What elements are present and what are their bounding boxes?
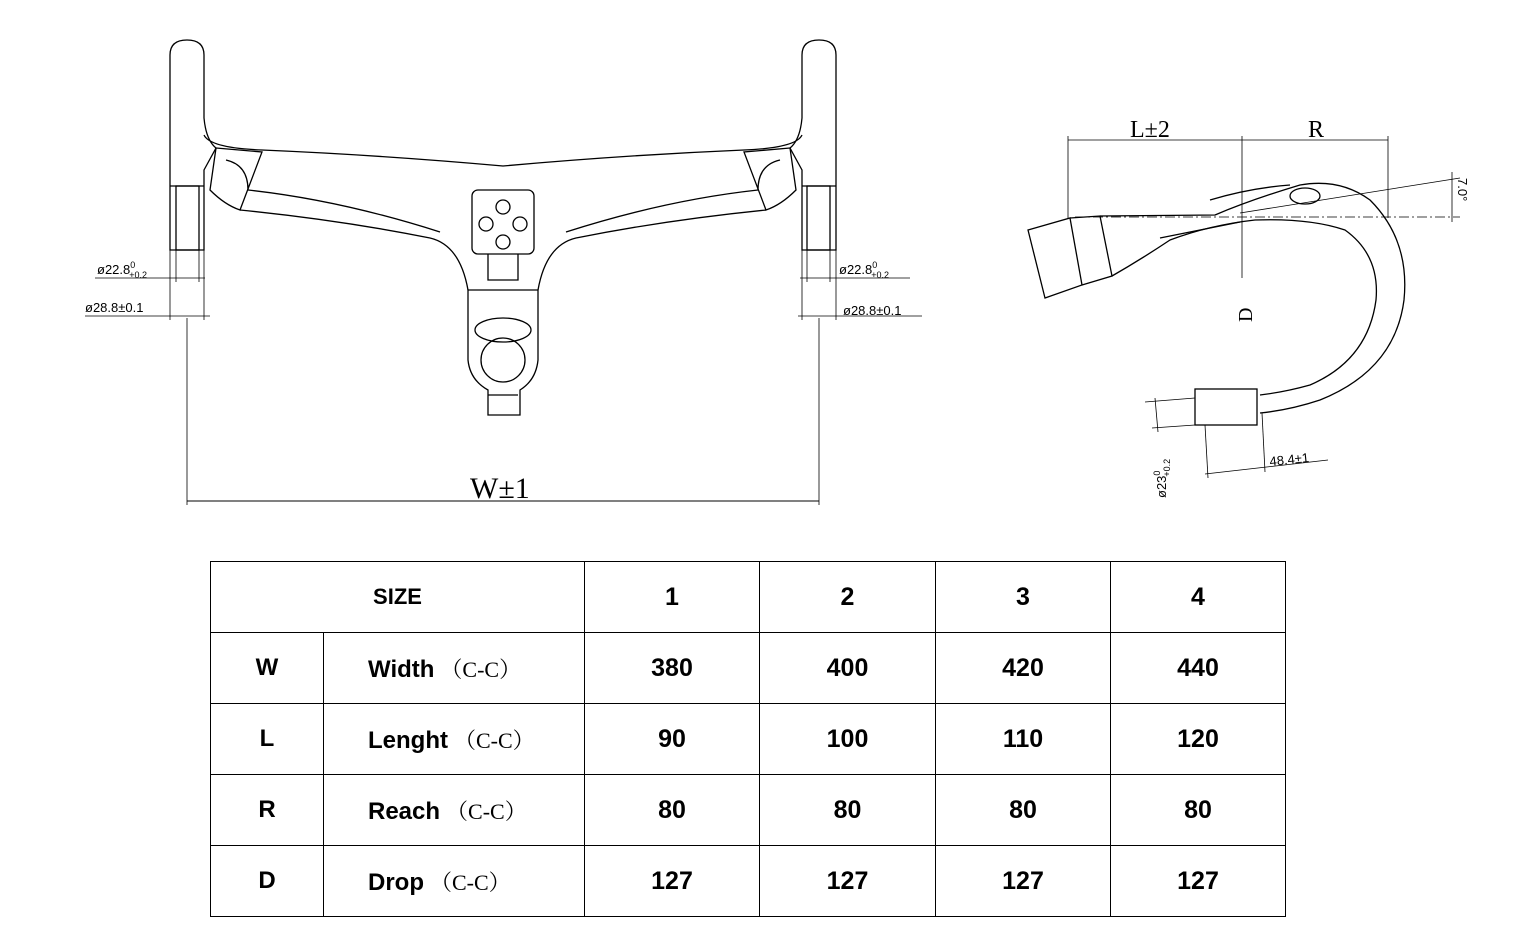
drop-end-width: 48.4±1 xyxy=(1268,449,1310,469)
table-cell: 127 xyxy=(1111,846,1286,917)
table-row xyxy=(211,846,1286,917)
right-drop-tube xyxy=(790,40,836,250)
stem-body xyxy=(468,290,538,415)
side-view xyxy=(1028,136,1460,478)
table-cell: 127 xyxy=(760,846,936,917)
row-letter: W xyxy=(211,633,324,704)
row-name: Reach （C-C） xyxy=(324,775,585,846)
side-stem-body xyxy=(1100,183,1405,413)
row-letter: L xyxy=(211,704,324,775)
table-cell: 127 xyxy=(585,846,760,917)
table-cell: 127 xyxy=(936,846,1111,917)
table-cell: 100 xyxy=(760,704,936,775)
table-cell: 90 xyxy=(585,704,760,775)
row-name: Drop （C-C） xyxy=(324,846,585,917)
length-label: L±2 xyxy=(1130,117,1170,143)
table-row xyxy=(211,633,1286,704)
size-table xyxy=(210,561,1286,917)
table-cell: 80 xyxy=(936,775,1111,846)
table-cell: 120 xyxy=(1111,704,1286,775)
top-bar xyxy=(204,135,802,166)
width-label: W±1 xyxy=(470,472,530,505)
drop-label: D xyxy=(1235,307,1257,322)
size-col-3: 3 xyxy=(936,562,1111,633)
size-header: SIZE xyxy=(211,562,585,633)
row-letter: D xyxy=(211,846,324,917)
left-drop-tube xyxy=(170,40,216,250)
right-outer-diameter: ø28.8±0.1 xyxy=(843,303,902,318)
table-cell: 110 xyxy=(936,704,1111,775)
reach-label: R xyxy=(1308,117,1325,143)
side-stem-clamp xyxy=(1028,218,1082,298)
table-header-row xyxy=(211,562,1286,633)
table-cell: 80 xyxy=(1111,775,1286,846)
table-cell: 80 xyxy=(760,775,936,846)
table-cell: 80 xyxy=(585,775,760,846)
left-inner-diameter: $ø22.8^0 +0.2$ xyxy=(97,260,148,280)
right-inner-diameter: $ø22.8^0 +0.2$ xyxy=(839,260,890,280)
row-letter: R xyxy=(211,775,324,846)
left-outer-diameter: ø28.8±0.1 xyxy=(85,300,144,315)
row-name: Width （C-C） xyxy=(324,633,585,704)
row-name: Lenght （C-C） xyxy=(324,704,585,775)
table-cell: 400 xyxy=(760,633,936,704)
size-col-2: 2 xyxy=(760,562,936,633)
left-drop-end xyxy=(176,186,199,250)
table-row xyxy=(211,704,1286,775)
front-view xyxy=(85,40,922,505)
table-cell: 440 xyxy=(1111,633,1286,704)
drop-end-diameter: $ø23^0+0.2$ xyxy=(1152,458,1172,498)
side-drop-end xyxy=(1195,389,1257,425)
table-cell: 420 xyxy=(936,633,1111,704)
size-col-1: 1 xyxy=(585,562,760,633)
right-drop-end xyxy=(807,186,830,250)
table-row xyxy=(211,775,1286,846)
size-col-4: 4 xyxy=(1111,562,1286,633)
table-cell: 380 xyxy=(585,633,760,704)
angle-label: 7.0° xyxy=(1455,178,1470,202)
